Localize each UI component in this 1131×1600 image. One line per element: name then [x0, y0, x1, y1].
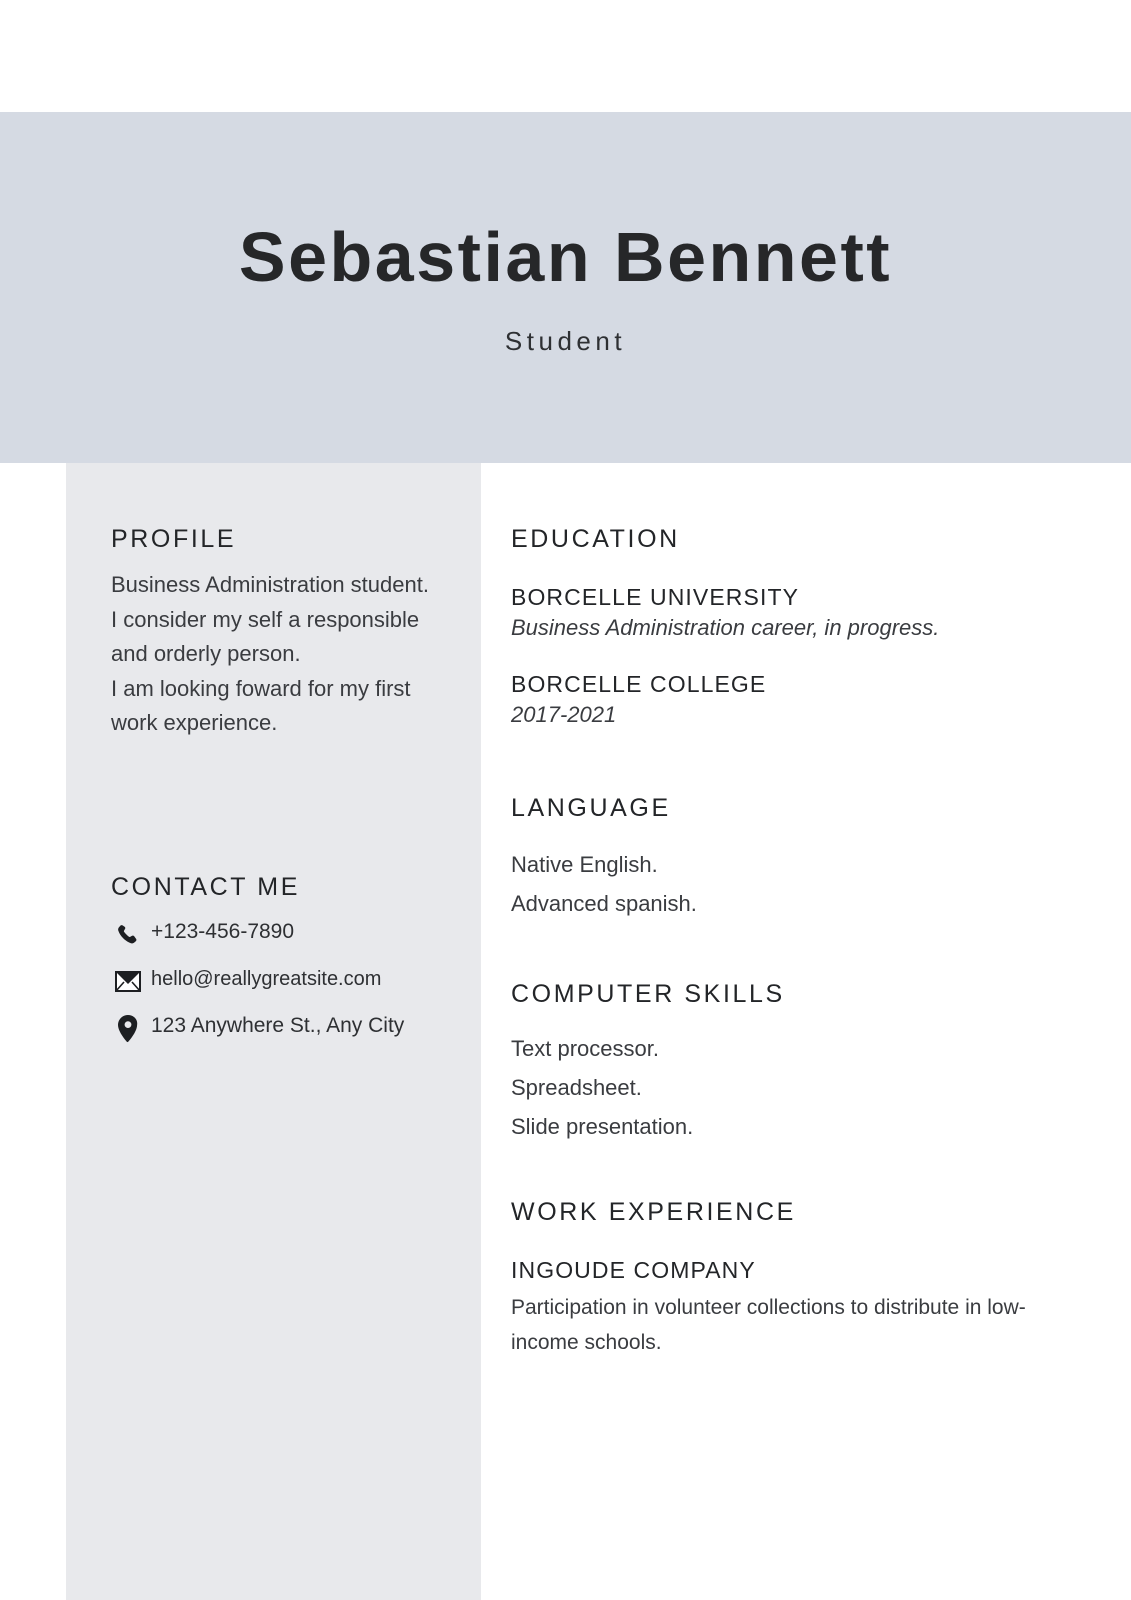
education-institution: BORCELLE COLLEGE	[511, 671, 767, 697]
contact-item-email[interactable]	[111, 965, 441, 997]
location-pin-icon	[111, 1014, 145, 1044]
contact-address-value: 123 Anywhere St., Any City	[151, 1013, 405, 1037]
profile-section	[111, 525, 441, 741]
sidebar	[66, 463, 481, 1600]
page-title: Sebastian Bennett	[238, 218, 893, 296]
contact-item-address[interactable]	[111, 1012, 441, 1044]
profile-line: Business Administration student.	[111, 572, 429, 597]
language-section	[511, 794, 1071, 923]
resume-header-band	[0, 112, 1131, 463]
work-experience-section	[511, 1198, 1071, 1360]
job-title: Student	[504, 326, 627, 356]
contact-heading: CONTACT ME	[111, 872, 300, 901]
main-content	[511, 463, 1071, 1360]
profile-text	[111, 568, 441, 741]
phone-icon	[111, 920, 145, 950]
computer-skills-section	[511, 980, 1071, 1146]
contact-item-phone[interactable]	[111, 918, 441, 950]
computer-skills-list	[511, 1029, 1071, 1146]
profile-line: I consider my self a responsible and orderly person.	[111, 606, 420, 666]
work-experience-company: INGOUDE COMPANY	[511, 1257, 756, 1283]
profile-line: I am looking foward for my first work experience.	[111, 675, 411, 735]
contact-phone-value: +123-456-7890	[151, 919, 295, 943]
language-item: Native English.	[511, 852, 658, 877]
language-list	[511, 845, 1071, 923]
computer-skills-heading: COMPUTER SKILLS	[511, 980, 785, 1008]
work-experience-entry	[511, 1257, 1071, 1360]
education-detail: Business Administration career, in progress.	[511, 615, 940, 640]
education-section	[511, 525, 1071, 732]
computer-skills-item: Slide presentation.	[511, 1114, 694, 1139]
language-heading: LANGUAGE	[511, 794, 671, 822]
computer-skills-item: Text processor.	[511, 1036, 659, 1061]
contact-email-value: hello@reallygreatsite.com	[151, 967, 382, 990]
work-experience-description: Participation in volunteer collections to distribute in low-income schools.	[511, 1296, 1026, 1354]
education-institution: BORCELLE UNIVERSITY	[511, 584, 800, 610]
language-item: Advanced spanish.	[511, 891, 697, 916]
education-detail: 2017-2021	[511, 702, 617, 727]
profile-heading: PROFILE	[111, 525, 237, 553]
work-experience-heading: WORK EXPERIENCE	[511, 1198, 796, 1226]
contact-list	[111, 918, 441, 1044]
education-entry	[511, 671, 1071, 732]
contact-section	[111, 873, 441, 1044]
education-heading: EDUCATION	[511, 525, 680, 553]
education-entry	[511, 584, 1071, 645]
envelope-icon	[111, 967, 145, 997]
computer-skills-item: Spreadsheet.	[511, 1075, 642, 1100]
